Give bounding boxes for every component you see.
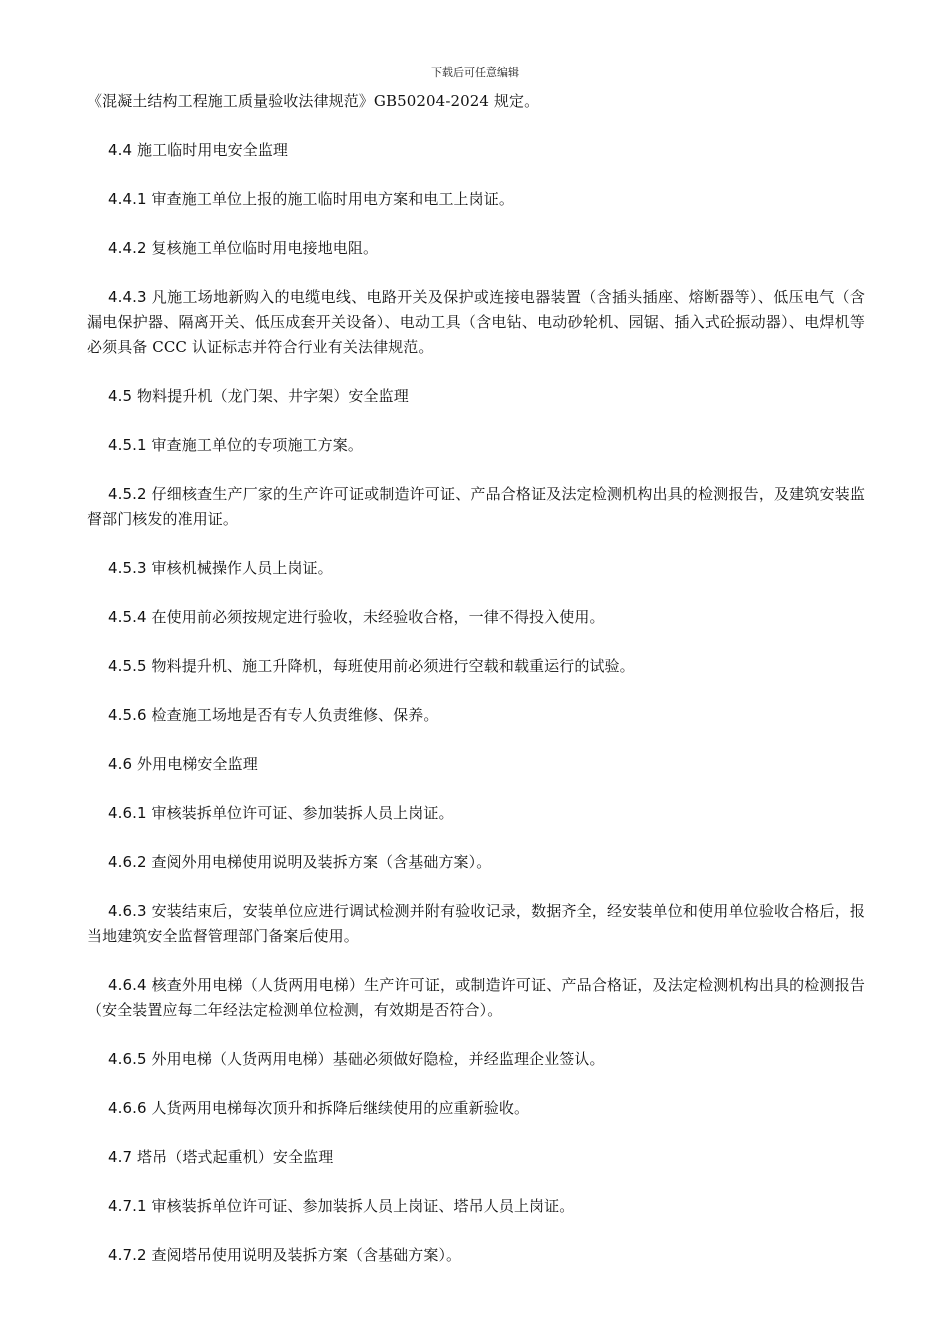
clause (87, 899, 865, 949)
clause-number: 4.5.5 (108, 657, 147, 675)
section-title: 施工临时用电安全监理 (132, 141, 289, 159)
clause-number: 4.6.3 (108, 902, 147, 920)
section-heading (87, 138, 865, 163)
clause (87, 654, 865, 679)
clause-number: 4.5.1 (108, 436, 147, 454)
section-number: 4.7 (108, 1148, 133, 1166)
clause (87, 236, 865, 261)
section-title: 物料提升机（龙门架、井字架）安全监理 (132, 387, 409, 405)
clause (87, 1243, 865, 1268)
clause (87, 801, 865, 826)
section-heading (87, 752, 865, 777)
clause-text: 人货两用电梯每次顶升和拆降后继续使用的应重新验收。 (146, 1099, 530, 1117)
clause (87, 285, 865, 360)
paragraph-text: 《混凝土结构工程施工质量验收法律规范》GB50204-2024 规定。 (87, 92, 540, 110)
clause-number: 4.6.1 (108, 804, 147, 822)
clause (87, 1096, 865, 1121)
clause-number: 4.7.2 (108, 1246, 147, 1264)
section-heading (87, 1145, 865, 1170)
clause-text: 审核装拆单位许可证、参加装拆人员上岗证、塔吊人员上岗证。 (146, 1197, 575, 1215)
section-title: 塔吊（塔式起重机）安全监理 (132, 1148, 334, 1166)
clause-number: 4.6.4 (108, 976, 147, 994)
clause-text: 审查施工单位上报的施工临时用电方案和电工上岗证。 (146, 190, 514, 208)
clause-number: 4.5.4 (108, 608, 147, 626)
clause (87, 482, 865, 532)
clause-text: 安装结束后，安装单位应进行调试检测并附有验收记录，数据齐全，经安装单位和使用单位验收合格后，报当地建筑安全监督管理部门备案后使用。 (87, 902, 865, 945)
clause-number: 4.5.2 (108, 485, 147, 503)
clause (87, 1194, 865, 1219)
clause-number: 4.6.5 (108, 1050, 147, 1068)
section-title: 外用电梯安全监理 (132, 755, 258, 773)
clause (87, 187, 865, 212)
clause-text: 查阅外用电梯使用说明及装拆方案（含基础方案）。 (146, 853, 492, 871)
clause-number: 4.5.6 (108, 706, 147, 724)
clause-text: 在使用前必须按规定进行验收，未经验收合格，一律不得投入使用。 (146, 608, 605, 626)
clause (87, 433, 865, 458)
page-header-note: 下载后可任意编辑 (431, 66, 519, 79)
clause-number: 4.6.6 (108, 1099, 147, 1117)
section-number: 4.6 (108, 755, 133, 773)
clause (87, 1047, 865, 1072)
clause (87, 973, 865, 1023)
clause-text: 审核装拆单位许可证、参加装拆人员上岗证。 (146, 804, 454, 822)
document-body (87, 89, 865, 1292)
clause-text: 查阅塔吊使用说明及装拆方案（含基础方案）。 (146, 1246, 462, 1264)
clause-number: 4.4.2 (108, 239, 147, 257)
clause-text: 仔细核查生产厂家的生产许可证或制造许可证、产品合格证及法定检测机构出具的检测报告，及建筑安装监督部门核发的准用证。 (87, 485, 865, 528)
paragraph (87, 89, 865, 114)
clause (87, 556, 865, 581)
section-number: 4.4 (108, 141, 133, 159)
clause-number: 4.6.2 (108, 853, 147, 871)
clause (87, 605, 865, 630)
clause-text: 复核施工单位临时用电接地电阻。 (146, 239, 379, 257)
clause-text: 凡施工场地新购入的电缆电线、电路开关及保护或连接电器装置（含插头插座、熔断器等）、低压电气（含漏电保护器、隔离开关、低压成套开关设备）、电动工具（含电钻、电动砂轮机、园锯、插入式砼振动器）、电焊机等必须具备 CCC 认证标志并符合行业有关法律规范。 (87, 288, 865, 356)
clause-text: 审核机械操作人员上岗证。 (146, 559, 333, 577)
clause-text: 检查施工场地是否有专人负责维修、保养。 (146, 706, 439, 724)
clause-text: 核查外用电梯（人货两用电梯）生产许可证，或制造许可证、产品合格证，及法定检测机构出具的检测报告（安全装置应每二年经法定检测单位检测，有效期是否符合）。 (87, 976, 865, 1019)
section-number: 4.5 (108, 387, 133, 405)
clause-text: 物料提升机、施工升降机，每班使用前必须进行空载和载重运行的试验。 (146, 657, 635, 675)
clause (87, 703, 865, 728)
clause-number: 4.5.3 (108, 559, 147, 577)
clause-number: 4.7.1 (108, 1197, 147, 1215)
section-heading (87, 384, 865, 409)
clause-text: 审查施工单位的专项施工方案。 (146, 436, 363, 454)
clause-number: 4.4.3 (108, 288, 147, 306)
clause-number: 4.4.1 (108, 190, 147, 208)
clause-text: 外用电梯（人货两用电梯）基础必须做好隐检，并经监理企业签认。 (146, 1050, 605, 1068)
clause (87, 850, 865, 875)
